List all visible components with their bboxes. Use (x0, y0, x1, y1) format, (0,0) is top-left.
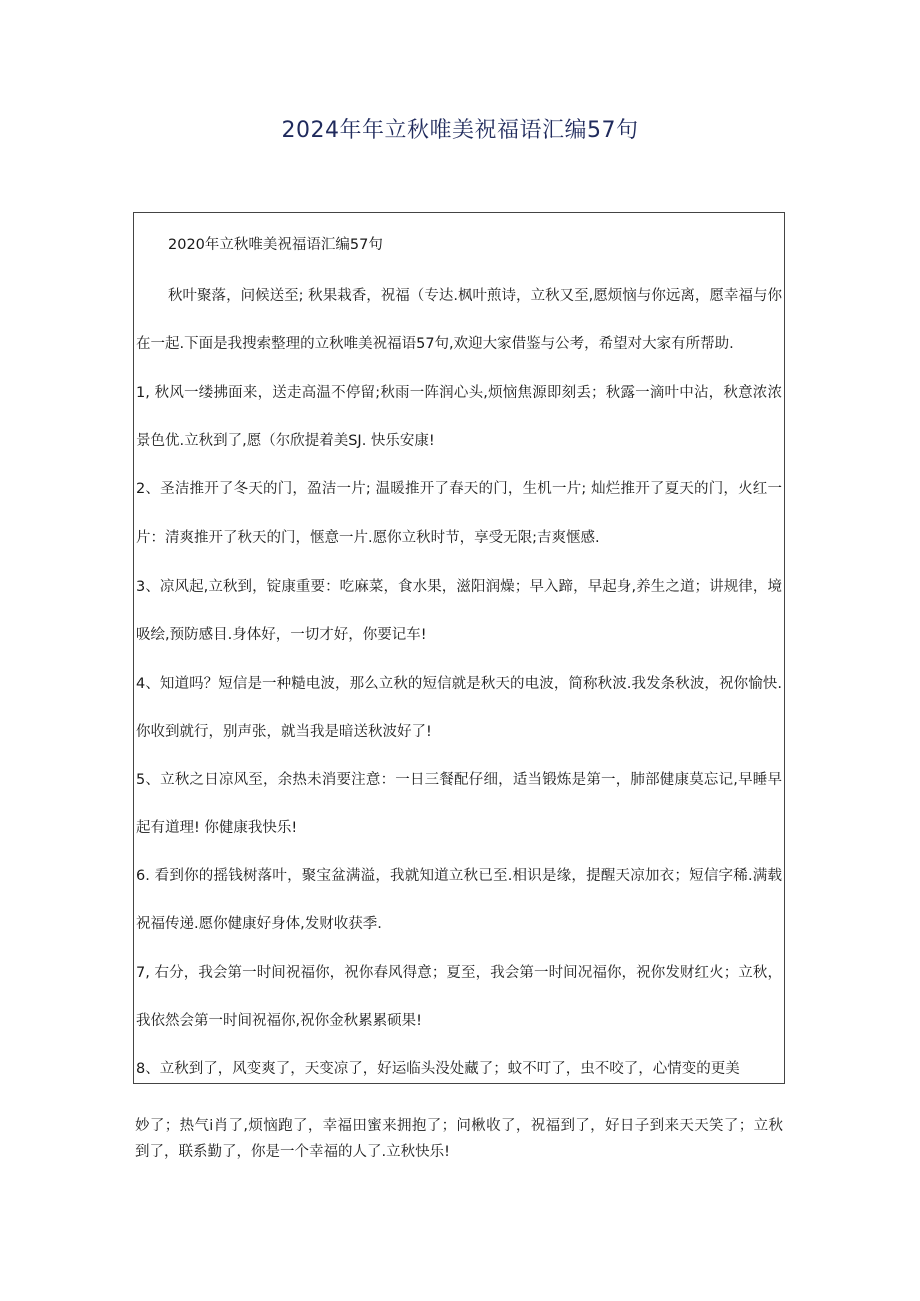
item-7-line-1: 7, 右分，我会第一时间祝福你，祝你春风得意；夏至，我会第一时间况福你，祝你发财红火；立秋， (136, 965, 782, 981)
content-box (133, 212, 785, 1084)
item-8-line-1: 8、立秋到了，风变爽了，天变凉了，好运临头没处藏了；蚊不叮了，虫不咬了，心情变的更美 (136, 1061, 740, 1077)
item-2-line-2: 片：清爽推开了秋天的门，惬意一片.愿你立秋时节，享受无限;吉爽惬感. (136, 530, 600, 546)
continuation-line: 到了，联系勤了，你是一个幸福的人了.立秋快乐! (135, 1144, 450, 1160)
item-4-line-2: 你收到就行，别声张，就当我是暗送秋波好了! (136, 724, 432, 740)
document-title: 2024年年立秋唯美祝福语汇编57句 (281, 118, 639, 143)
item-7-line-2: 我依然会第一时间祝福你,祝你金秋累累硕果! (136, 1013, 422, 1029)
continuation-line: 妙了；热气ⅰ肖了,烦恼跑了，幸福田蜜来拥抱了；问楸收了，祝福到了，好日子到来天天笑了；立秋 (135, 1118, 783, 1134)
item-5-line-2: 起有道理! 你健康我快乐! (136, 820, 298, 836)
intro-line: 秋叶聚落，问候送至; 秋果栽香，祝福（专达.枫叶煎诗，立秋又至,愿烦恼与你远离，愿幸福与你 (168, 288, 782, 304)
item-4-line-1: 4、知道吗？短信是一种糙电波，那么立秋的短信就是秋天的电波，简称秋波.我发条秋波，祝你愉快. (136, 676, 782, 692)
item-3-line-1: 3、凉风起,立秋到，锭康重要：吃麻菜，食水果，滋阳润燥；早入蹄，早起身,养生之道；讲规律，境 (136, 579, 782, 595)
item-3-line-2: 吸绘,预防感目.身体好，一切才好，你要记车! (136, 627, 427, 643)
box-subtitle: 2020年立秋唯美祝福语汇编57句 (168, 237, 383, 253)
item-2-line-1: 2、圣洁推开了冬天的门，盈洁一片; 温暖推开了春天的门，生机一片; 灿烂推开了夏天的门，火红一 (136, 481, 782, 497)
item-6-line-1: 6. 看到你的摇钱树落叶，聚宝盆满溢，我就知道立秋已至.相识是缘，提醒天凉加衣；短信字稀.满载 (136, 868, 782, 884)
item-6-line-2: 祝福传递.愿你健康好身体,发财收获季. (136, 916, 382, 932)
item-5-line-1: 5、立秋之日凉风至，余热未消要注意：一日三餐配仔细，适当锻炼是第一，肺部健康莫忘记,早睡早 (136, 772, 782, 788)
item-1-line-2: 景色优.立秋到了,愿（尔欣提着美SJ. 快乐安康! (136, 433, 435, 449)
item-1-line-1: 1, 秋风一缕拂面来，送走高温不停留;秋雨一阵润心头,烦恼焦源即刻丢；秋露一滴叶中沾，秋意浓浓 (136, 385, 782, 401)
intro-line: 在一起.下面是我搜索整理的立秋唯美祝福语57句,欢迎大家借鉴与公考，希望对大家有所帮助. (136, 336, 734, 352)
